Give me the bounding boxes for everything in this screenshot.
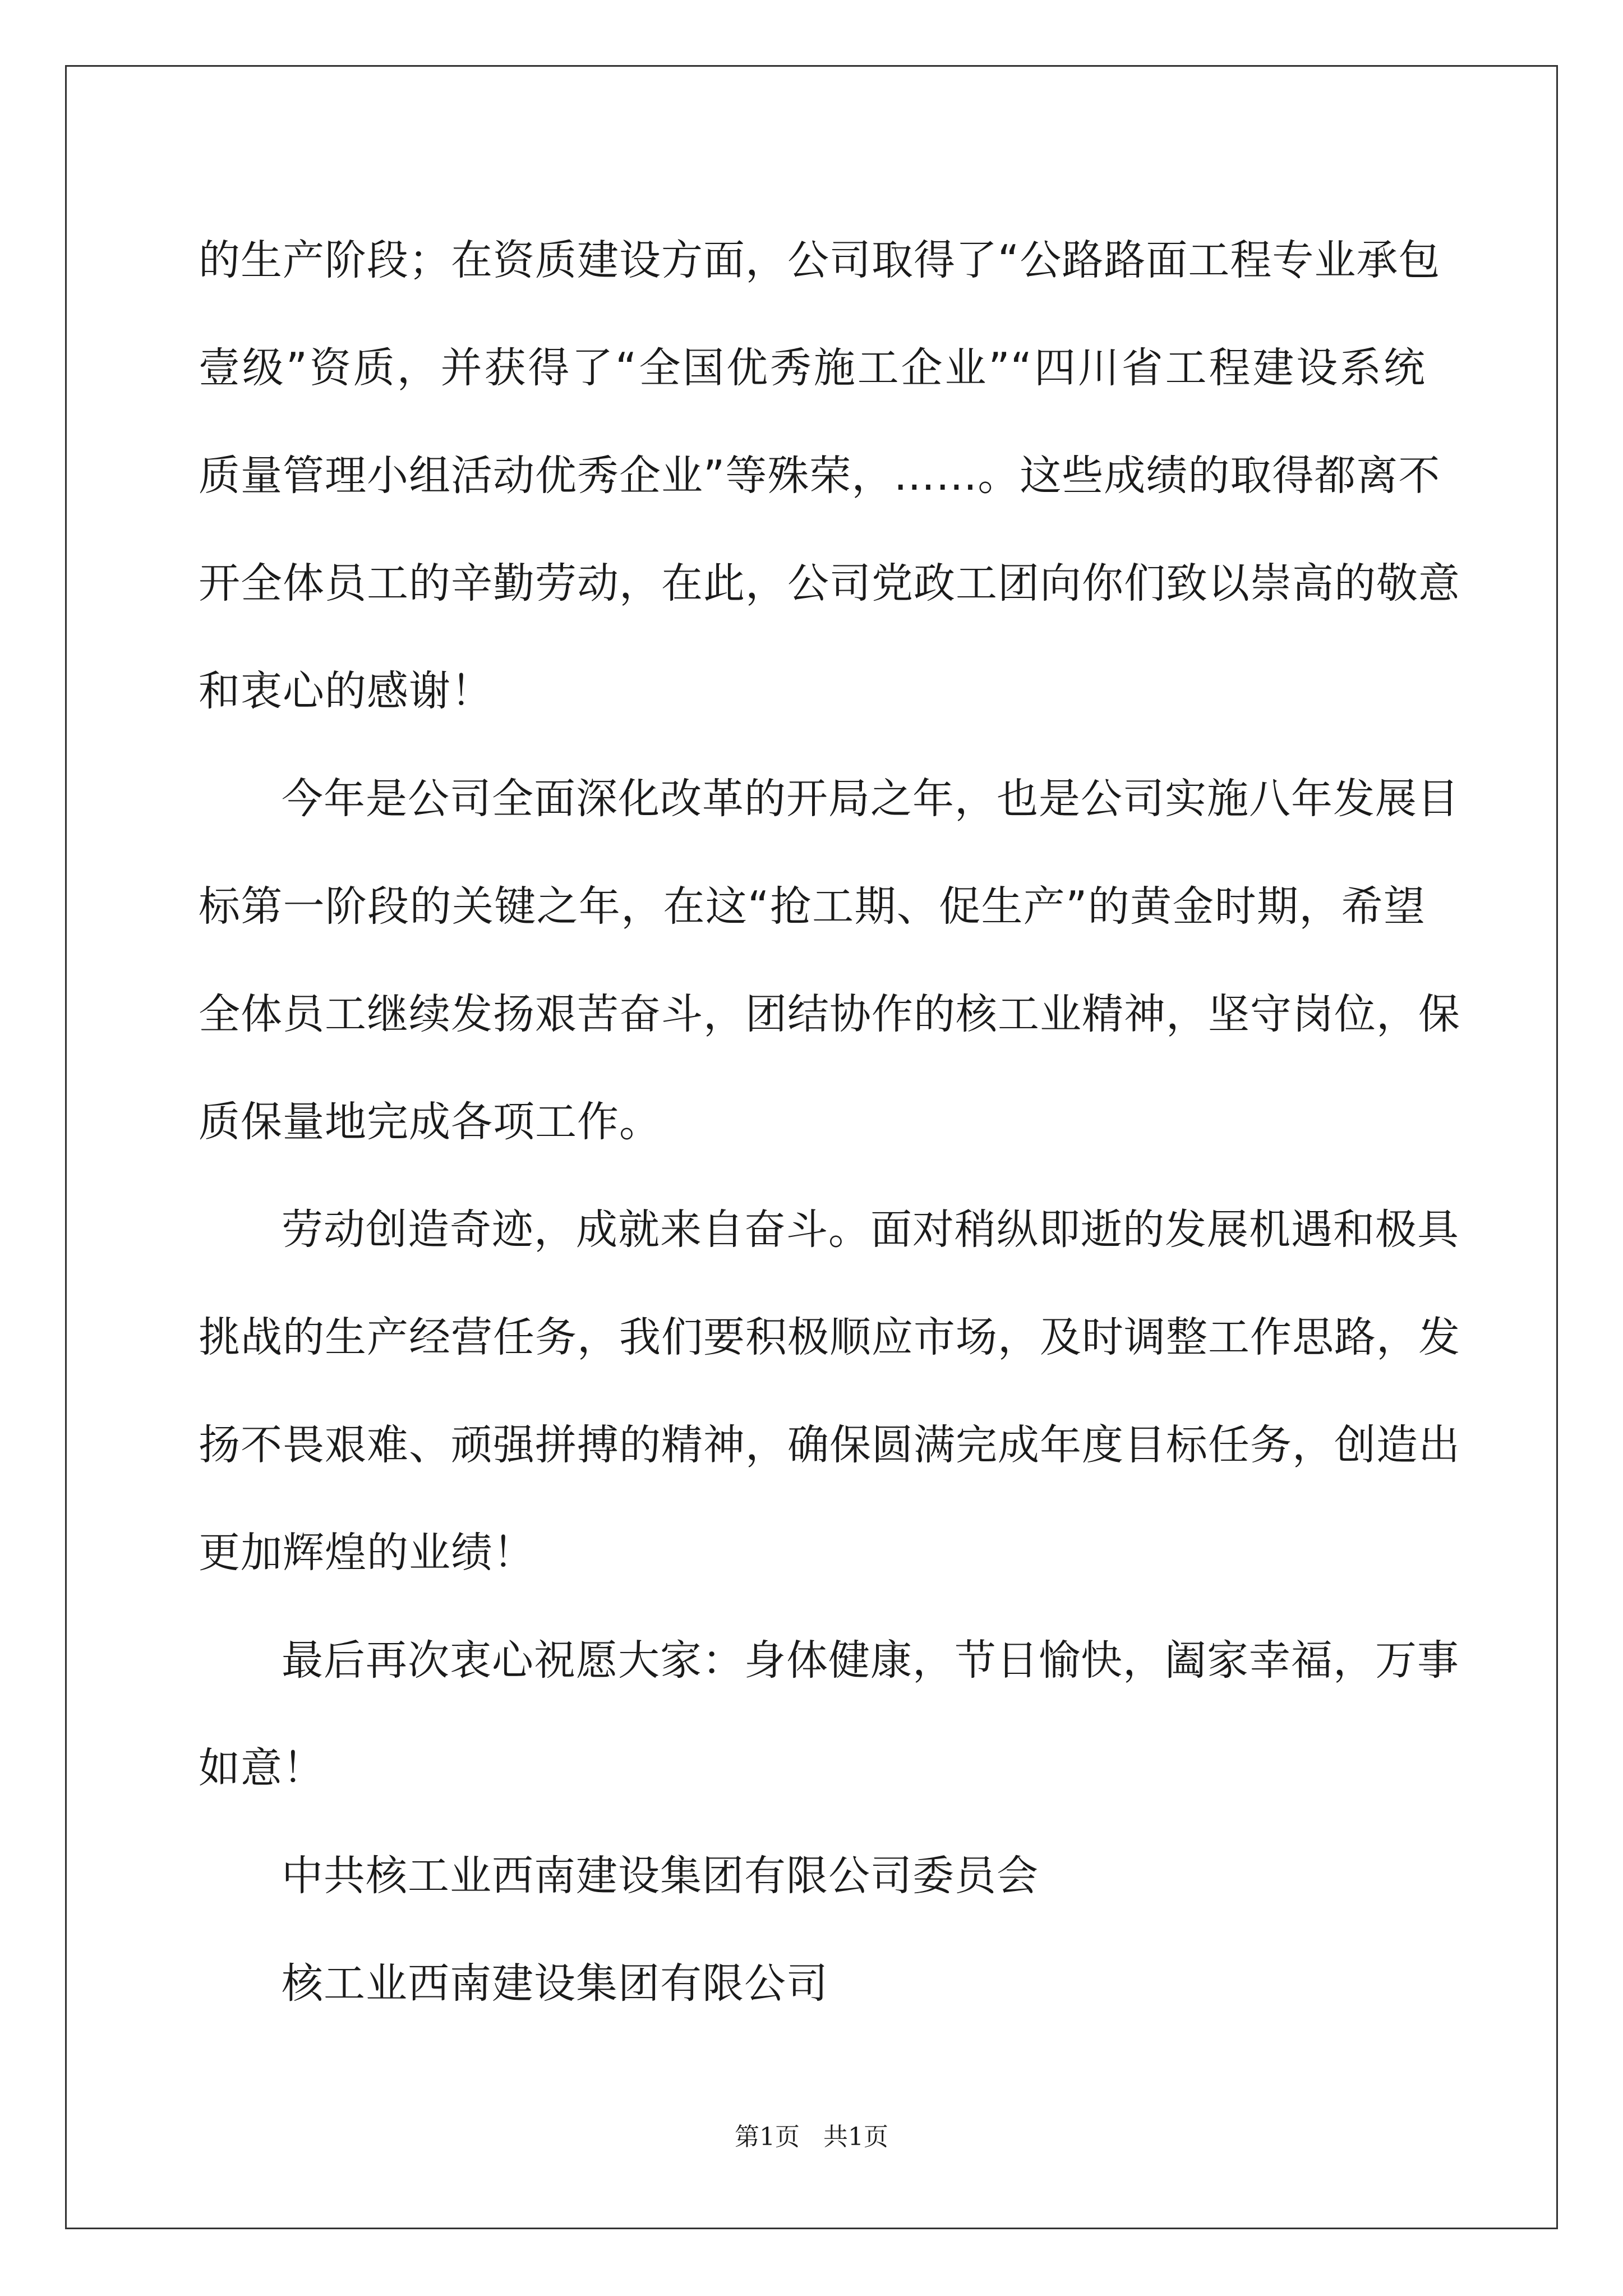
text-line: 的生产阶段；在资质建设方面，公司取得了“公路路面工程专业承包 — [199, 236, 1441, 284]
paragraph-1 — [199, 206, 1460, 745]
signature-block — [199, 1822, 1426, 2037]
text-line: 质保量地完成各项工作。 — [199, 1098, 661, 1146]
text-line: 挑战的生产经营任务，我们要积极顺应市场，及时调整工作思路，发 — [199, 1313, 1460, 1361]
document-body — [199, 206, 1460, 2037]
text-line: 今年是公司全面深化改革的开局之年，也是公司实施八年发展目 — [282, 775, 1459, 823]
text-line: 劳动创造奇迹，成就来自奋斗。面对稍纵即逝的发展机遇和极具 — [282, 1205, 1459, 1254]
text-line: 开全体员工的辛勤劳动，在此，公司党政工团向你们致以崇高的敬意 — [199, 559, 1460, 608]
page-footer — [0, 2120, 1623, 2154]
text-line: 最后再次衷心祝愿大家：身体健康，节日愉快，阖家幸福，万事 — [282, 1636, 1459, 1685]
text-line: 壹级”资质，并获得了“全国优秀施工企业”“四川省工程建设系统 — [199, 344, 1426, 392]
paragraph-2 — [199, 745, 1460, 1176]
paragraph-3 — [199, 1176, 1460, 1607]
text-line: 质量管理小组活动优秀企业”等殊荣，……。这些成绩的取得都离不 — [199, 452, 1441, 500]
paragraph-4 — [199, 1607, 1459, 1822]
text-line: 扬不畏艰难、顽强拼搏的精神，确保圆满完成年度目标任务，创造出 — [199, 1421, 1460, 1469]
text-line: 标第一阶段的关键之年，在这“抢工期、促生产”的黄金时期，希望 — [199, 882, 1426, 931]
signature-company: 核工业西南建设集团有限公司 — [282, 1959, 828, 2008]
signature-party-committee: 中共核工业西南建设集团有限公司委员会 — [282, 1852, 1039, 1900]
text-line: 如意！ — [199, 1744, 325, 1792]
text-line: 更加辉煌的业绩！ — [199, 1529, 535, 1577]
text-line: 全体员工继续发扬艰苦奋斗，团结协作的核工业精神，坚守岗位，保 — [199, 990, 1460, 1038]
page-number: 第1页 共1页 — [735, 2123, 888, 2151]
text-line: 和衷心的感谢！ — [199, 667, 493, 715]
